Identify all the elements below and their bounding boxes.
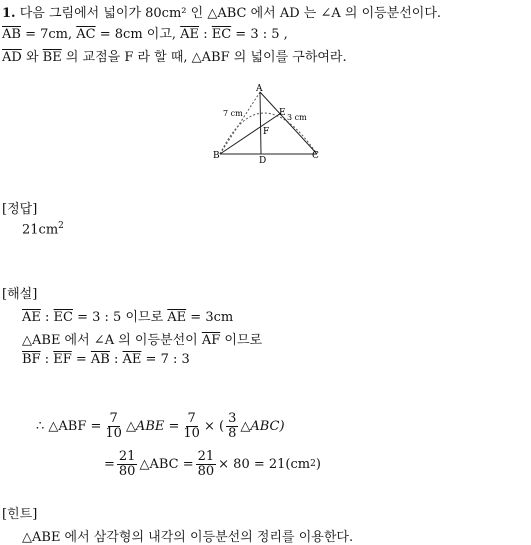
fraction: [103, 412, 124, 440]
ab-value: = 7cm,: [20, 27, 77, 42]
problem-number: 1.: [2, 6, 16, 21]
explanation-text: 이므로: [220, 333, 263, 348]
problem-line-1: [2, 2, 441, 21]
answer-header: [정답]: [2, 202, 38, 217]
label-c: C: [312, 151, 319, 161]
denominator: 8: [228, 425, 237, 441]
formula-term: × 80 = 21(cm: [218, 456, 311, 472]
explanation-line-3: [22, 352, 190, 367]
segment-ae: $\overline{AE}$: [180, 27, 200, 42]
segment-ab: $\overline{AB}$: [90, 352, 110, 367]
colon: :: [40, 352, 54, 367]
explanation-line-2: [22, 329, 262, 348]
formula-term: △ABC): [240, 418, 285, 434]
problem-question: 의 교점을 F 라 할 때, △ABF 의 넓이를 구하여라.: [61, 50, 347, 65]
label-d: D: [259, 156, 267, 165]
explanation-text: = 3cm: [186, 310, 234, 325]
numerator: 7: [109, 411, 118, 426]
segment-ad: $\overline{AD}$: [2, 50, 22, 65]
segment-ac: $\overline{AC}$: [76, 27, 96, 42]
numerator: 21: [118, 449, 136, 464]
label-ab-length: 7 cm: [223, 109, 243, 118]
segment-ae: $\overline{AE}$: [167, 310, 187, 325]
denominator: 10: [105, 425, 122, 441]
numerator: 3: [228, 411, 237, 426]
segment-be: $\overline{BE}$: [42, 50, 62, 65]
explanation-text: △ABE 에서 ∠A 의 이등분선이: [22, 333, 202, 348]
ratio-value: = 7 : 3: [141, 352, 190, 367]
denominator: 10: [183, 425, 200, 441]
colon: :: [109, 352, 123, 367]
problem-line-2: [2, 23, 288, 42]
fraction: [196, 450, 217, 478]
segment-bf: $\overline{BF}$: [22, 352, 41, 367]
explanation-line-1: [22, 306, 233, 325]
numerator: 21: [197, 449, 215, 464]
segment-ae: $\overline{AE}$: [122, 352, 142, 367]
answer-value: [22, 221, 64, 237]
equals: =: [104, 456, 115, 472]
label-ec-length: 3 cm: [287, 113, 307, 122]
formula-term: △ABE =: [125, 418, 180, 434]
text-and: 와: [21, 50, 43, 65]
formula-term: ): [315, 456, 321, 472]
denominator: 80: [197, 463, 215, 479]
colon: :: [199, 27, 212, 42]
line-ac: [260, 92, 317, 154]
ac-value: = 8cm 이고,: [95, 27, 181, 42]
problem-text-1: 다음 그림에서 넓이가 80cm² 인 △ABC 에서 AD 는 ∠A 의 이등분선이다.: [19, 6, 442, 21]
denominator: 80: [118, 463, 136, 479]
formula-line-2: [104, 450, 321, 478]
line-ab: [220, 92, 260, 154]
colon: :: [40, 310, 54, 325]
formula-term: △ABC =: [139, 456, 194, 472]
segment-ab: $\overline{AB}$: [2, 27, 21, 42]
fraction: [181, 412, 202, 440]
explanation-header: [해설]: [2, 287, 38, 302]
segment-af: $\overline{AF}$: [201, 333, 221, 348]
label-f: F: [263, 127, 270, 137]
fraction: [117, 450, 138, 478]
segment-ae: $\overline{AE}$: [22, 310, 41, 325]
superscript: 2: [310, 459, 316, 470]
formula-line-1: [36, 412, 285, 440]
triangle-figure: [205, 80, 330, 165]
segment-ec: $\overline{EC}$: [53, 310, 73, 325]
equals: =: [71, 352, 91, 367]
numerator: 7: [187, 411, 196, 426]
line-be: [220, 113, 281, 154]
label-a: A: [256, 84, 263, 94]
formula-term: × (: [203, 418, 225, 434]
ratio-value: = 3 : 5 ,: [231, 27, 288, 42]
answer-number: 21cm: [22, 222, 59, 238]
fraction: [226, 412, 238, 440]
explanation-text: = 3 : 5 이므로: [72, 310, 168, 325]
answer-superscript: 2: [58, 221, 64, 231]
label-b: B: [213, 151, 220, 161]
label-e: E: [279, 108, 286, 118]
problem-line-3: [2, 46, 347, 65]
line-ad: [260, 92, 261, 154]
hint-header: [힌트]: [2, 507, 38, 522]
formula-lhs: ∴ △ABF =: [36, 418, 102, 434]
hint-text: △ABE 에서 삼각형의 내각의 이등분선의 정리를 이용한다.: [22, 530, 354, 545]
segment-ec: $\overline{EC}$: [211, 27, 232, 42]
segment-ef: $\overline{EF}$: [53, 352, 72, 367]
